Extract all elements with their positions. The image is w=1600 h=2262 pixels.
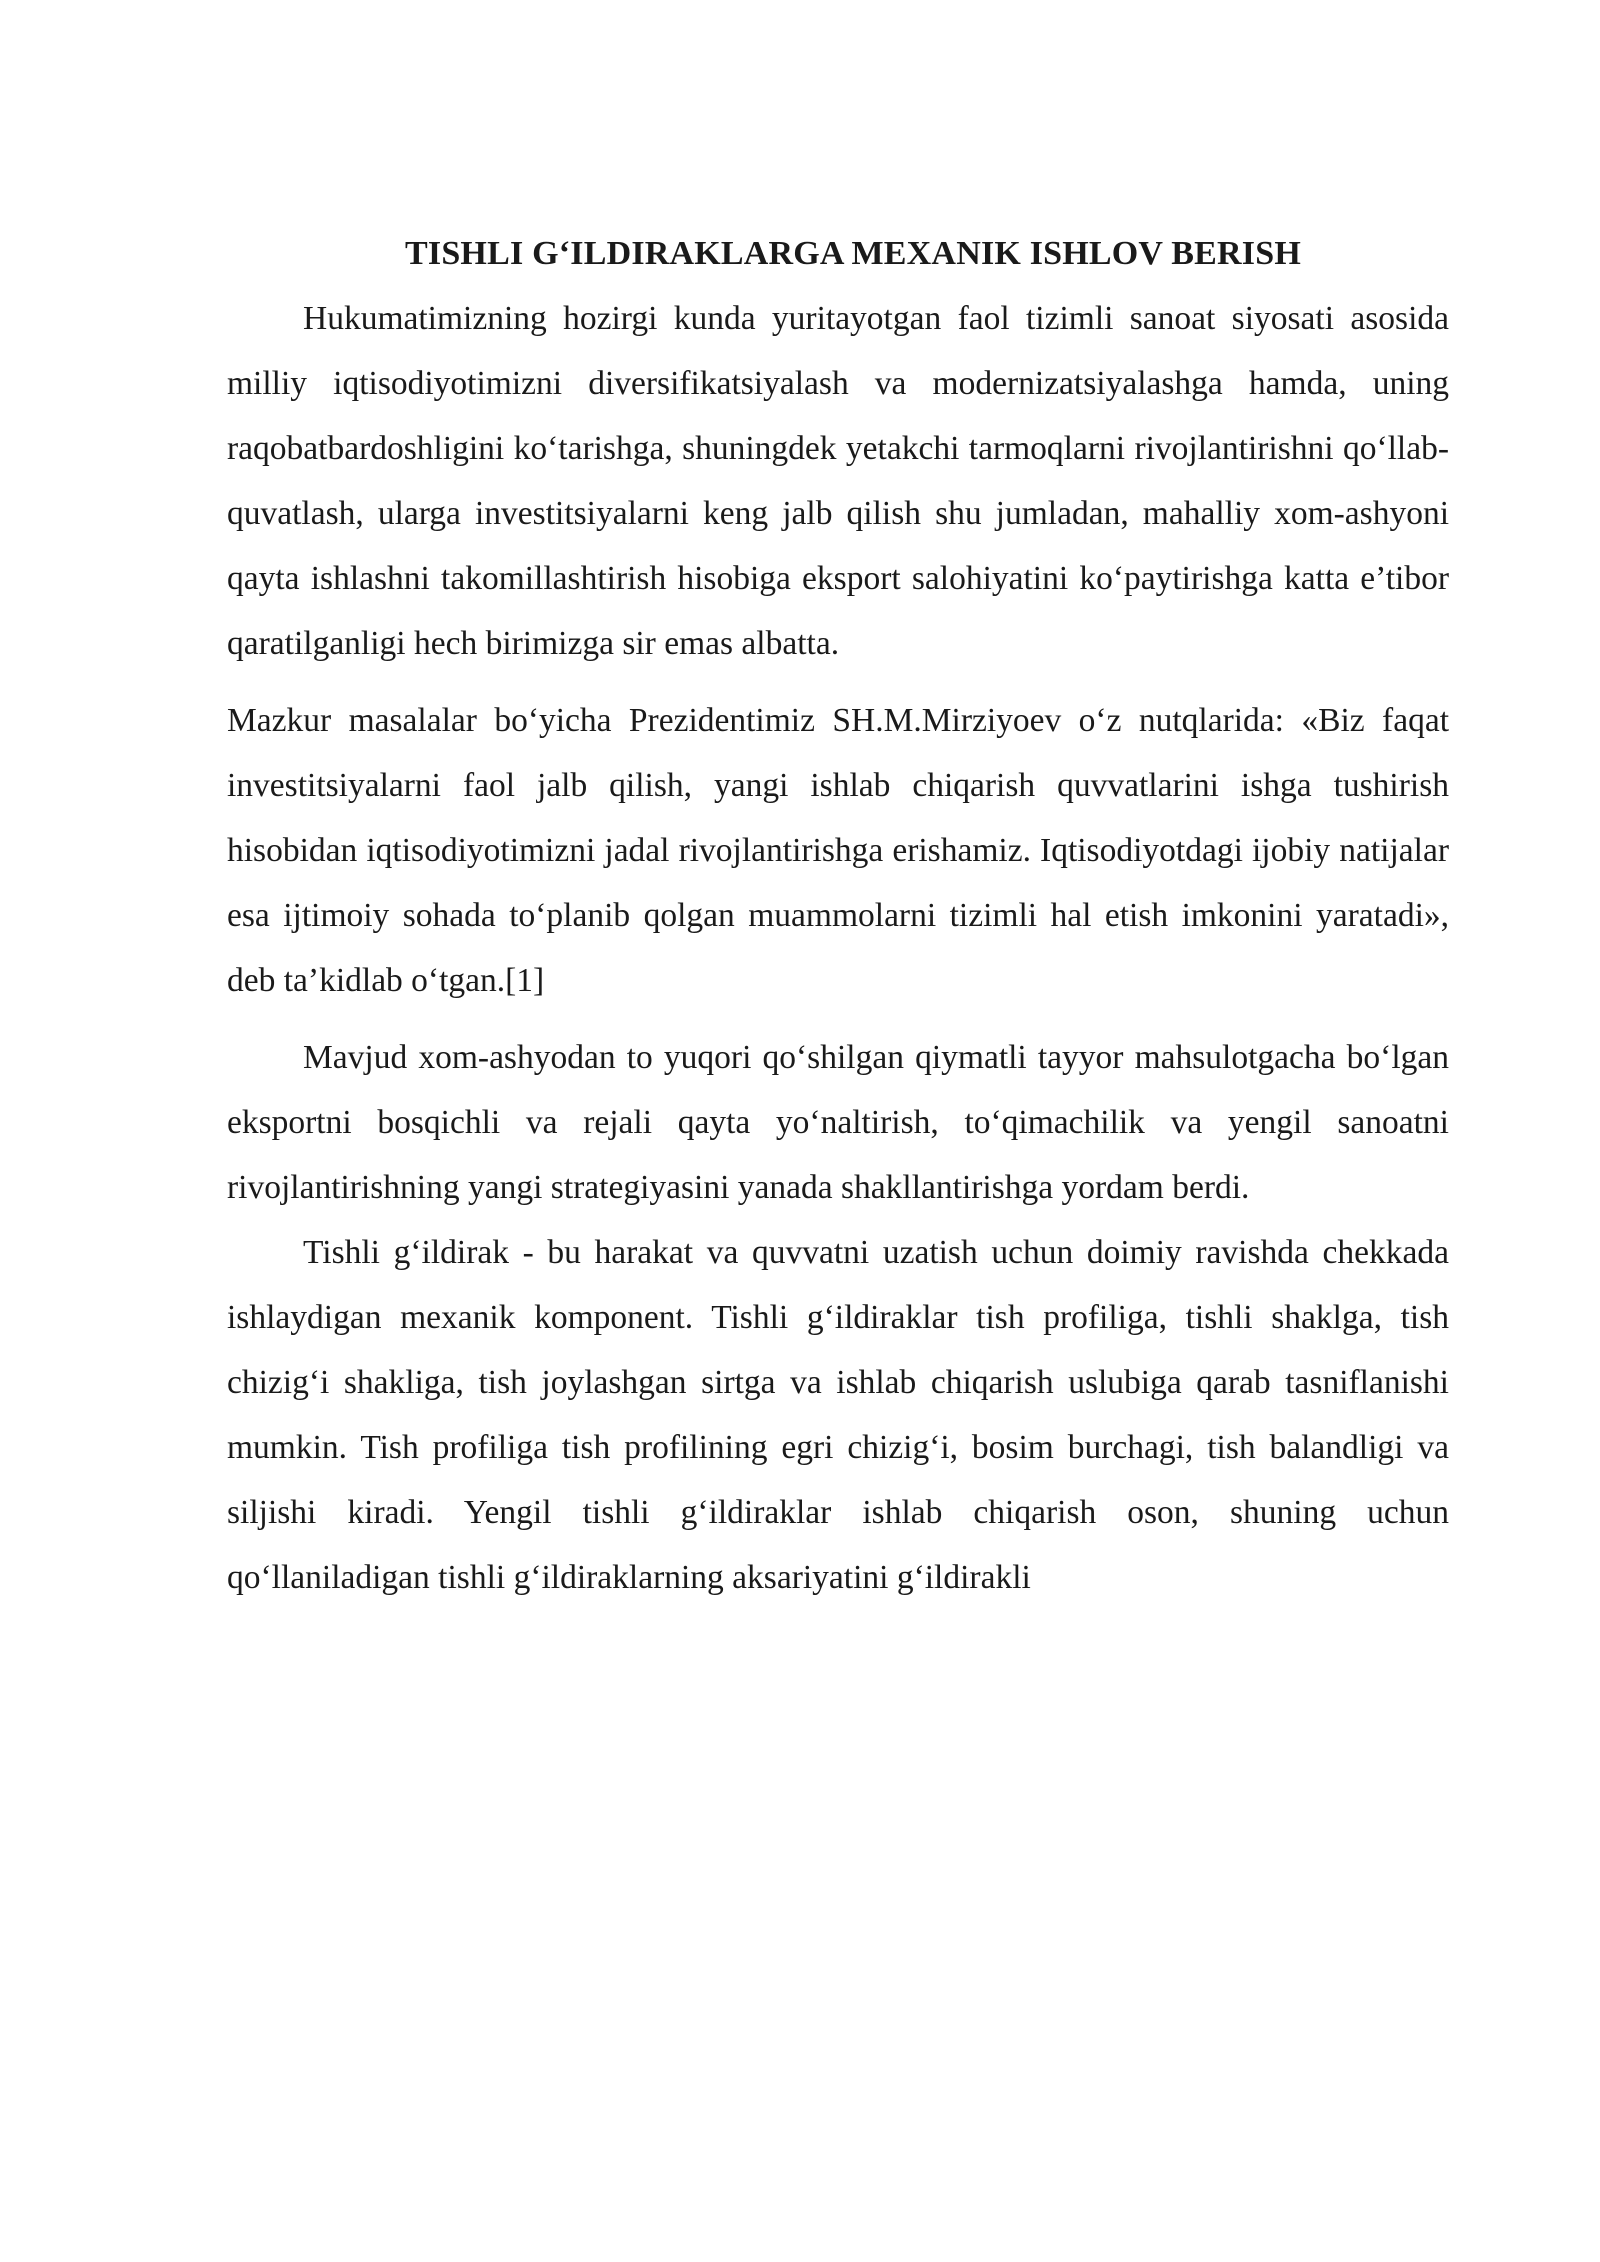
paragraph-intro: Hukumatimizning hozirgi kunda yuritayotgan faol tizimli sanoat siyosati asosida milliy iqtisodiyotimizni diversifikatsiyalash va modernizatsiyalashga hamda, uning raqobatbardoshligini ko‘tarishga, shuningdek yetakchi tarmoqlarni rivojlantirishni qo‘llab-quvatlash, ularga investitsiyalarni keng jalb qilish shu jumladan, mahalliy xom-ashyoni qayta ishlashni takomillashtirish hisobiga eksport salohiyatini ko‘paytirishga katta e’tibor qaratilganligi hech birimizga sir emas albatta. (227, 300, 1449, 662)
paragraph-president-quote: Mazkur masalalar bo‘yicha Prezidentimiz SH.M.Mirziyoev o‘z nutqlarida: «Biz faqat investitsiyalarni faol jalb qilish, yangi ishlab chiqarish quvvatlarini ishga tushirish hisobidan iqtisodiyotimizni jadal rivojlantirishga erishamiz. Iqtisodiyotdagi ijobiy natijalar esa ijtimoiy sohada to‘planib qolgan muammolarni tizimli hal etish imkonini yaratadi», deb ta’kidlab o‘tgan.[1] (227, 702, 1449, 999)
paragraph-gear-definition: Tishli g‘ildirak - bu harakat va quvvatni uzatish uchun doimiy ravishda chekkada ishlaydigan mexanik komponent. Tishli g‘ildiraklar tish profiliga, tishli shaklga, tish chizig‘i shakliga, tish joylashgan sirtga va ishlab chiqarish uslubiga qarab tasniflanishi mumkin. Tish profiliga tish profilining egri chizig‘i, bosim burchagi, tish balandligi va siljishi kiradi. Yengil tishli g‘ildiraklar ishlab chiqarish oson, shuning uchun qo‘llaniladigan tishli g‘ildiraklarning aksariyatini g‘ildirakli (227, 1234, 1449, 1596)
paragraph-export-strategy: Mavjud xom-ashyodan to yuqori qo‘shilgan qiymatli tayyor mahsulotgacha bo‘lgan eksportni bosqichli va rejali qayta yo‘naltirish, to‘qimachilik va yengil sanoatni rivojlantirishning yangi strategiyasini yanada shakllantirishga yordam berdi. (227, 1039, 1449, 1206)
document-title: TISHLI G‘ILDIRAKLARGA MEXANIK ISHLOV BERISH (405, 235, 1301, 272)
document-body (227, 228, 1449, 1610)
